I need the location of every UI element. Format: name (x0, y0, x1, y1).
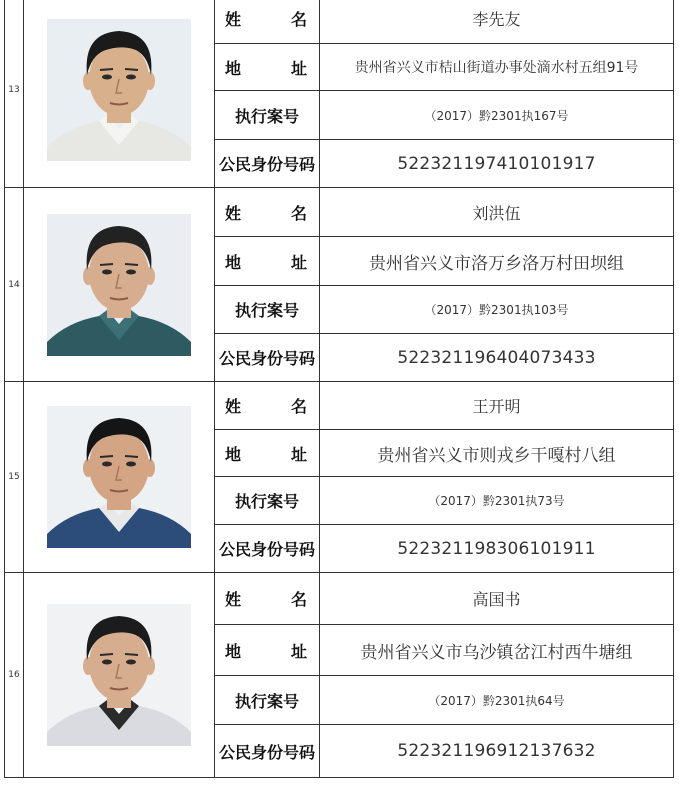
name-value: 高国书 (320, 573, 674, 625)
case-number-value: （2017）黔2301执73号 (320, 477, 674, 525)
address-value: 贵州省兴义市则戎乡干嘎村八组 (320, 430, 674, 477)
record-row (5, 573, 674, 625)
photo-cell (24, 573, 215, 778)
id-label: 公民身份号码 (215, 334, 320, 382)
address-value: 贵州省兴义市桔山街道办事处滴水村五组91号 (320, 44, 674, 91)
portrait-photo (47, 214, 191, 356)
photo-cell (24, 188, 215, 382)
id-number-value: 522321198306101911 (320, 525, 674, 573)
id-number-value: 522321196404073433 (320, 334, 674, 382)
record-row (5, 382, 674, 430)
address-label: 地 址 (215, 625, 320, 676)
portrait-photo (47, 19, 191, 161)
record-number: 13 (5, 0, 24, 188)
name-value: 王开明 (320, 382, 674, 430)
name-value: 刘洪伍 (320, 188, 674, 237)
id-number-value: 522321196912137632 (320, 725, 674, 778)
id-label: 公民身份号码 (215, 525, 320, 573)
portrait-photo (47, 406, 191, 548)
record-row (5, 0, 674, 44)
case-number-value: （2017）黔2301执64号 (320, 676, 674, 725)
case-number-value: （2017）黔2301执167号 (320, 91, 674, 140)
portrait-photo (47, 600, 191, 750)
name-label: 姓 名 (215, 0, 320, 44)
address-value: 贵州省兴义市乌沙镇岔江村西牛塘组 (320, 625, 674, 676)
case-label: 执行案号 (215, 91, 320, 140)
id-label: 公民身份号码 (215, 140, 320, 188)
record-row (5, 188, 674, 237)
photo-cell (24, 0, 215, 188)
address-label: 地 址 (215, 430, 320, 477)
id-label: 公民身份号码 (215, 725, 320, 778)
address-value: 贵州省兴义市洛万乡洛万村田坝组 (320, 237, 674, 286)
debtor-table (4, 0, 674, 778)
record-number: 16 (5, 573, 24, 778)
record-number: 14 (5, 188, 24, 382)
case-label: 执行案号 (215, 676, 320, 725)
record-number: 15 (5, 382, 24, 573)
id-number-value: 522321197410101917 (320, 140, 674, 188)
name-label: 姓 名 (215, 382, 320, 430)
case-label: 执行案号 (215, 286, 320, 334)
name-label: 姓 名 (215, 188, 320, 237)
name-value: 李先友 (320, 0, 674, 44)
case-label: 执行案号 (215, 477, 320, 525)
address-label: 地 址 (215, 44, 320, 91)
case-number-value: （2017）黔2301执103号 (320, 286, 674, 334)
name-label: 姓 名 (215, 573, 320, 625)
address-label: 地 址 (215, 237, 320, 286)
photo-cell (24, 382, 215, 573)
